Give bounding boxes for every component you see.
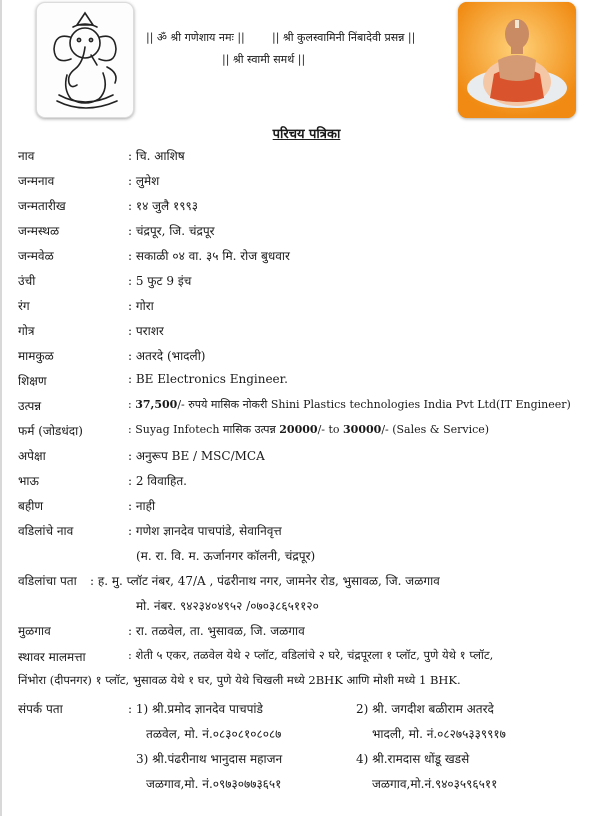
value-part: /- to [317, 423, 344, 436]
row-value: : ह. मु. प्लॉट नंबर, 47/A , पंढरीनाथ नगर, जामनेर रोड, भुसावळ, जि. जळगाव [90, 574, 440, 588]
page-title: परिचय पत्रिका [272, 127, 341, 142]
row-label: फर्म (जोडधंदा) [18, 424, 83, 438]
father-workplace: (म. रा. वि. म. ऊर्जानगर कॉलनी, चंद्रपूर) [136, 549, 316, 563]
row-label: शिक्षण [18, 374, 47, 388]
row-label: भाऊ [18, 474, 39, 488]
row-label: वडिलांचा पता [18, 574, 77, 588]
row-label: जन्मस्थळ [18, 224, 60, 238]
row-expectation [0, 447, 613, 469]
header-invocation-ganesh: || ॐ श्री गणेशाय नमः || [146, 31, 245, 44]
value-part: : Suyag Infotech मासिक उत्पन्न [128, 423, 280, 436]
contact-3-name: 3) श्री.पंढरीनाथ भानुदास महाजन [136, 752, 283, 766]
row-label: रंग [18, 299, 30, 313]
contact-2-address: भादली, मो. नं.०८२७५३३९९१७ [372, 727, 506, 741]
father-mobile: मो. नंबर. ९४२३४०४९५२ /०७०३८६५११२० [136, 599, 319, 613]
row-complexion [0, 297, 613, 319]
ganesha-icon [37, 3, 133, 117]
row-value: : १४ जुलै १९९३ [128, 199, 198, 213]
row-value [128, 397, 571, 412]
property-continued: निंभोरा (दीपनगर) १ प्लॉट, भुसावळ येथे १ घर, पुणे येथे चिखली मध्ये 2BHK आणि मोशी मध्ये 1 BHK. [18, 673, 461, 687]
row-height [0, 272, 613, 294]
row-brothers [0, 472, 613, 494]
row-label: अपेक्षा [18, 449, 46, 463]
row-label: स्थावर मालमत्ता [18, 650, 86, 664]
row-value: : अनुरूप BE / MSC/MCA [128, 449, 265, 463]
row-name [0, 147, 613, 169]
row-value: : 2 विवाहित. [128, 474, 188, 488]
row-value: : BE Electronics Engineer. [128, 372, 288, 386]
row-birth-place [0, 222, 613, 244]
contact-3-address: जळगाव,मो. नं.०९७३०७७३६५१ [146, 777, 282, 791]
row-label: जन्मनाव [18, 174, 55, 188]
row-value: : गणेश ज्ञानदेव पाचपांडे, सेवानिवृत्त [128, 524, 282, 538]
row-birth-name [0, 172, 613, 194]
row-label: संपर्क पता [18, 702, 63, 716]
row-property [0, 648, 613, 670]
row-native-place [0, 622, 613, 644]
row-value: : चि. आशिष [128, 149, 185, 163]
row-label: बहीण [18, 499, 44, 513]
row-label: उत्पन्न [18, 399, 42, 413]
value-amount: 20000 [279, 423, 318, 436]
row-label: जन्मवेळ [18, 249, 54, 263]
row-label: मुळगाव [18, 624, 51, 638]
row-value: : रा. तळवेल, ता. भुसावळ, जि. जळगाव [128, 624, 305, 638]
swami-samarth-icon [458, 2, 576, 118]
swami-samarth-image [458, 2, 576, 118]
contact-4-name: 4) श्री.रामदास धोंडू खडसे [356, 752, 470, 766]
row-side-business [0, 422, 613, 444]
row-value: : शेती ५ एकर, तळवेल येथे २ प्लॉट, वडिलांचे २ घरे, चंद्रपूरला १ प्लॉट, पुणे येथे १ प्लॉट, [128, 648, 494, 662]
contact-1-address: तळवेल, मो. नं.०८३०८१०८०८७ [146, 727, 282, 741]
row-value: : 5 फुट 9 इंच [128, 274, 192, 288]
contact-2-name: 2) श्री. जगदीश बळीराम अतरदे [356, 702, 494, 716]
row-value: : अतरदे (भादली) [128, 349, 206, 363]
row-label: उंची [18, 274, 36, 288]
value-amount: 30000 [343, 423, 382, 436]
row-sisters [0, 497, 613, 519]
value-part: /- रुपये मासिक नोकरी Shini Plastics technologies India Pvt Ltd(IT Engineer) [177, 398, 571, 411]
row-father-address [0, 572, 613, 594]
row-income [0, 397, 613, 419]
row-birth-date [0, 197, 613, 219]
value-part: : [128, 398, 136, 411]
header-invocation-kuldevi: || श्री कुलस्वामिनी निंबादेवी प्रसन्न || [272, 31, 416, 44]
row-value: : सकाळी ०४ वा. ३५ मि. रोज बुधवार [128, 249, 290, 263]
header-invocation-swami: || श्री स्वामी समर्थ || [222, 53, 306, 66]
row-label: जन्मतारीख [18, 199, 66, 213]
row-maternal-family [0, 347, 613, 369]
row-father-name [0, 522, 613, 544]
row-value: : लुमेश [128, 174, 160, 188]
row-value [128, 422, 489, 437]
row-contacts [0, 700, 613, 722]
row-birth-time [0, 247, 613, 269]
row-education [0, 372, 613, 394]
row-label: वडिलांचे नाव [18, 524, 74, 538]
row-value: : गोरा [128, 299, 154, 313]
row-label: मामकुळ [18, 349, 54, 363]
row-gotra [0, 322, 613, 344]
contact-1-name: : 1) श्री.प्रमोद ज्ञानदेव पाचपांडे [128, 702, 263, 716]
ganesha-sketch-image [36, 2, 134, 118]
row-value: : पराशर [128, 324, 164, 338]
value-part: /- (Sales & Service) [381, 423, 490, 436]
row-label: गोत्र [18, 324, 35, 338]
contact-4-address: जळगाव,मो.नं.९४०३५९६५११ [372, 777, 498, 791]
value-amount: 37,500 [135, 398, 178, 411]
row-value: : नाही [128, 499, 156, 513]
row-value: : चंद्रपूर, जि. चंद्रपूर [128, 224, 215, 238]
row-label: नाव [18, 149, 35, 163]
